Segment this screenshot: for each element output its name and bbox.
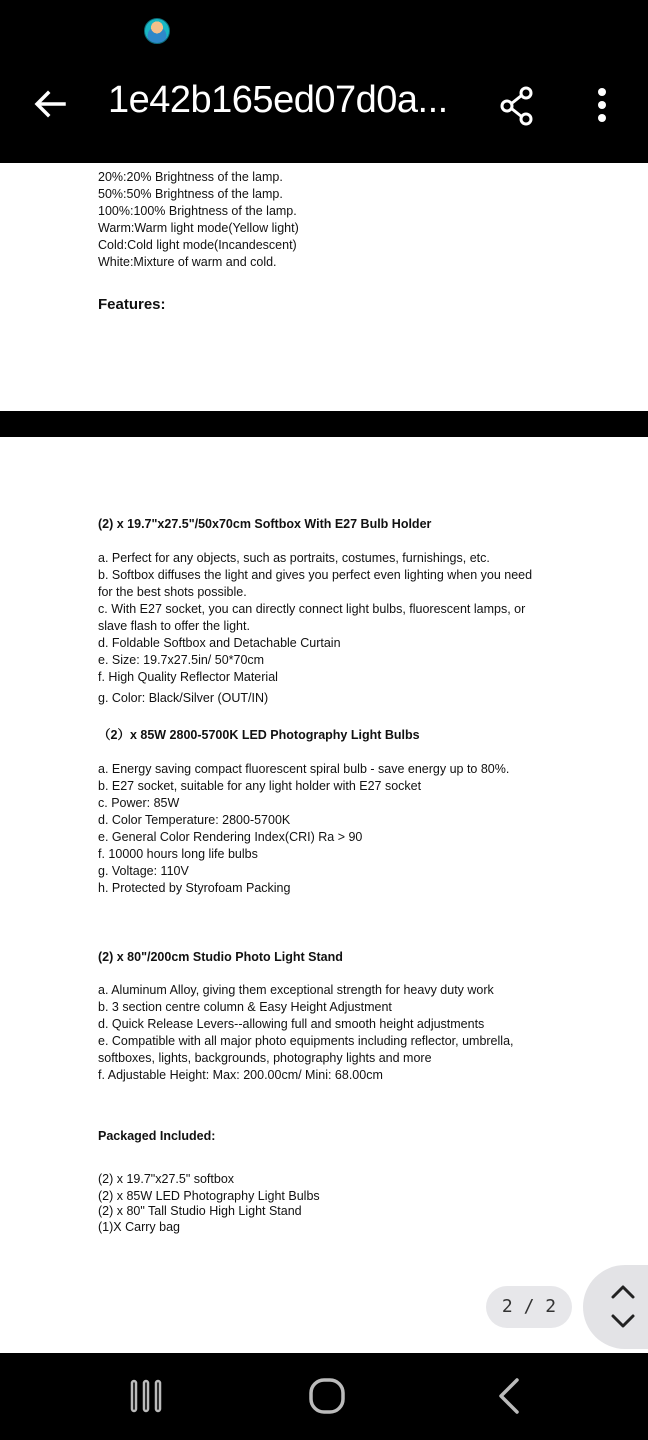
page1-line: White:Mixture of warm and cold. xyxy=(98,255,277,269)
share-icon xyxy=(496,84,540,128)
bulbs-line: b. E27 socket, suitable for any light holder with E27 socket xyxy=(98,779,422,793)
document-page-2 xyxy=(0,437,648,1353)
document-title: 1e42b165ed07d0a... xyxy=(108,79,448,121)
features-heading: Features: xyxy=(98,296,166,313)
page1-line: Cold:Cold light mode(Incandescent) xyxy=(98,238,297,252)
softbox-line: c. With E27 socket, you can directly connect light bulbs, fluorescent lamps, or xyxy=(98,602,526,616)
package-heading: Packaged Included: xyxy=(98,1129,216,1143)
page1-line: 20%:20% Brightness of the lamp. xyxy=(98,170,283,184)
softbox-line: b. Softbox diffuses the light and gives you perfect even lighting when you need xyxy=(98,568,533,582)
bulbs-line: d. Color Temperature: 2800-5700K xyxy=(98,813,291,827)
recents-icon xyxy=(122,1372,170,1420)
softbox-line: e. Size: 19.7x27.5in/ 50*70cm xyxy=(98,653,265,667)
page1-line: Warm:Warm light mode(Yellow light) xyxy=(98,221,299,235)
bulbs-line: g. Voltage: 110V xyxy=(98,864,189,878)
arrow-left-icon xyxy=(28,82,72,126)
page-separator xyxy=(0,411,648,437)
softbox-line: g. Color: Black/Silver (OUT/IN) xyxy=(98,691,269,705)
nav-back-icon xyxy=(484,1372,532,1420)
package-line: (2) x 85W LED Photography Light Bulbs xyxy=(98,1189,320,1203)
stand-line: d. Quick Release Levers--allowing full and smooth height adjustments xyxy=(98,1017,485,1031)
stand-line: b. 3 section centre column & Easy Height Adjustment xyxy=(98,1000,392,1014)
stand-line: f. Adjustable Height: Max: 200.00cm/ Mini: 68.00cm xyxy=(98,1068,383,1082)
chevron-up-down-icon xyxy=(597,1265,647,1349)
package-line: (1)X Carry bag xyxy=(98,1220,180,1234)
stand-heading: (2) x 80"/200cm Studio Photo Light Stand xyxy=(98,950,343,964)
app-avatar-icon xyxy=(144,18,170,44)
bulbs-line: e. General Color Rendering Index(CRI) Ra > 90 xyxy=(98,830,363,844)
more-vertical-icon xyxy=(584,84,620,128)
softbox-line: slave flash to offer the light. xyxy=(98,619,250,633)
home-button[interactable] xyxy=(303,1372,351,1420)
softbox-line: d. Foldable Softbox and Detachable Curtain xyxy=(98,636,341,650)
stand-line: e. Compatible with all major photo equipments including reflector, umbrella, xyxy=(98,1034,514,1048)
home-icon xyxy=(303,1372,351,1420)
softbox-line: for the best shots possible. xyxy=(98,585,247,599)
stand-line: a. Aluminum Alloy, giving them exceptional strength for heavy duty work xyxy=(98,983,494,997)
package-line: (2) x 80" Tall Studio High Light Stand xyxy=(98,1204,302,1218)
page1-line: 100%:100% Brightness of the lamp. xyxy=(98,204,297,218)
bulbs-heading: （2）x 85W 2800-5700K LED Photography Light Bulbs xyxy=(98,728,420,742)
package-line: (2) x 19.7"x27.5" softbox xyxy=(98,1172,235,1186)
bulbs-line: c. Power: 85W xyxy=(98,796,180,810)
softbox-line: a. Perfect for any objects, such as portraits, costumes, furnishings, etc. xyxy=(98,551,490,565)
back-button[interactable] xyxy=(28,82,72,126)
bulbs-line: a. Energy saving compact fluorescent spiral bulb - save energy up to 80%. xyxy=(98,762,510,776)
page-indicator: 2 / 2 xyxy=(486,1286,572,1328)
nav-back-button[interactable] xyxy=(484,1372,532,1420)
bulbs-line: f. 10000 hours long life bulbs xyxy=(98,847,258,861)
stand-line: softboxes, lights, backgrounds, photography lights and more xyxy=(98,1051,432,1065)
share-button[interactable] xyxy=(496,84,540,128)
softbox-line: f. High Quality Reflector Material xyxy=(98,670,278,684)
recents-button[interactable] xyxy=(122,1372,170,1420)
bulbs-line: h. Protected by Styrofoam Packing xyxy=(98,881,291,895)
more-options-button[interactable] xyxy=(584,84,620,128)
document-page-1 xyxy=(0,163,648,411)
softbox-heading: (2) x 19.7"x27.5"/50x70cm Softbox With E27 Bulb Holder xyxy=(98,517,432,531)
page1-line: 50%:50% Brightness of the lamp. xyxy=(98,187,283,201)
status-bar xyxy=(0,0,648,60)
